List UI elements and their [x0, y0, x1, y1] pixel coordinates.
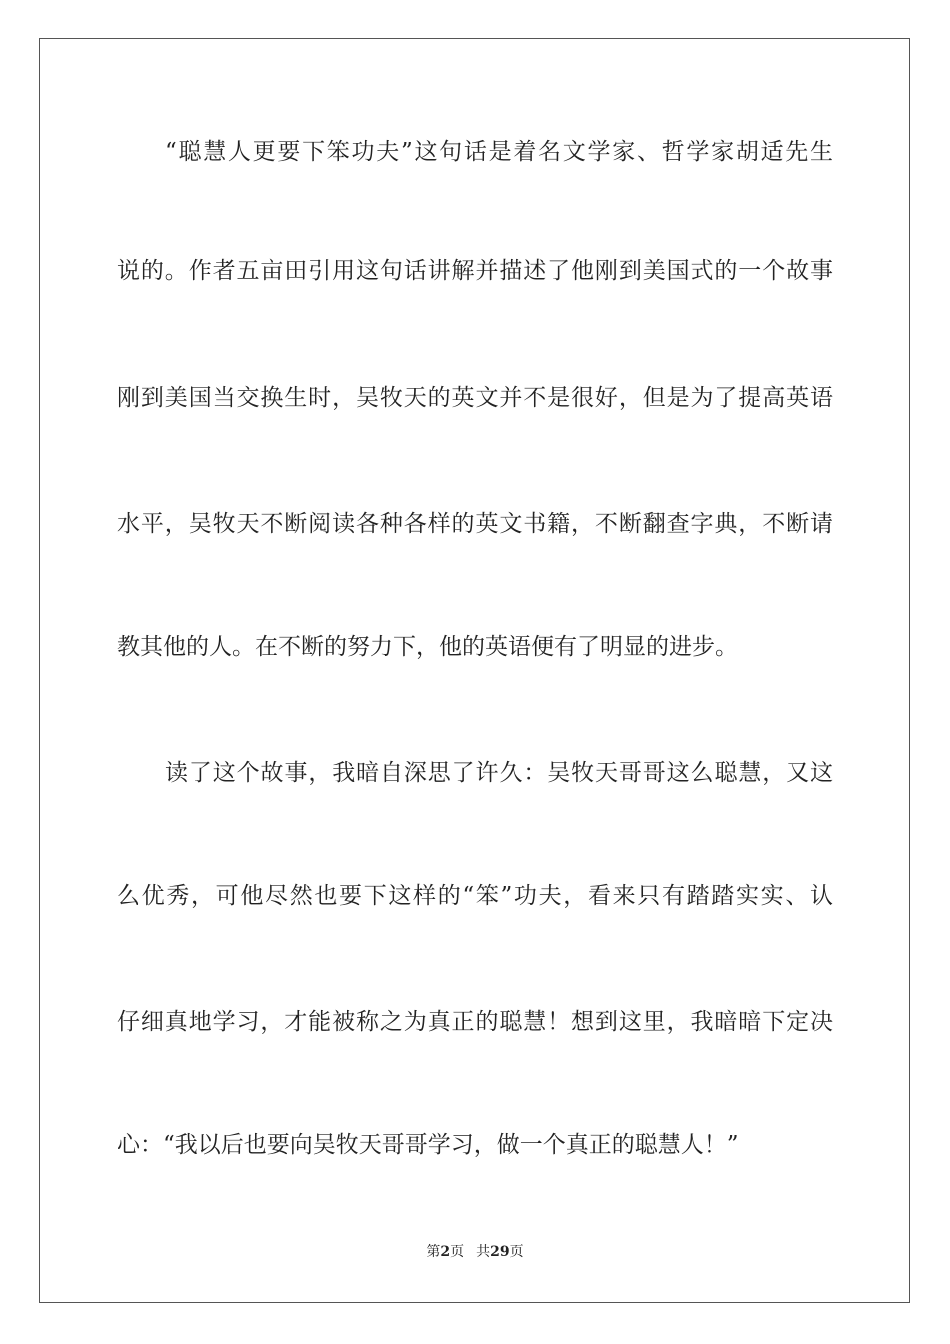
paragraph-1-line-5: 教其他的人。在不断的努力下，他的英语便有了明显的进步。	[117, 634, 738, 660]
paragraph-2-line-2: 么优秀，可他尽然也要下这样的“笨”功夫，看来只有踏踏实实、认	[117, 883, 833, 909]
total-prefix: 共	[476, 1244, 491, 1260]
page-border	[39, 38, 910, 1303]
paragraph-2-line-1: 读了这个故事，我暗自深思了许久：吴牧天哥哥这么聪慧，又这	[165, 760, 833, 786]
paragraph-1-line-1: “聪慧人更要下笨功夫”这句话是着名文学家、哲学家胡适先生	[165, 139, 833, 165]
page-footer	[0, 1243, 950, 1261]
total-suffix: 页	[509, 1244, 524, 1260]
total-pages-number: 29	[490, 1244, 510, 1260]
paragraph-1-line-3: 刚到美国当交换生时，吴牧天的英文并不是很好，但是为了提高英语	[117, 385, 833, 411]
paragraph-2-line-3: 仔细真地学习，才能被称之为真正的聪慧！想到这里，我暗暗下定决	[117, 1009, 833, 1035]
paragraph-1-line-2: 说的。作者五亩田引用这句话讲解并描述了他刚到美国式的一个故事	[117, 258, 833, 284]
paragraph-1-line-4: 水平，吴牧天不断阅读各种各样的英文书籍，不断翻查字典，不断请	[117, 511, 833, 537]
page-prefix: 第	[426, 1244, 441, 1260]
current-page-number: 2	[440, 1244, 451, 1260]
paragraph-2-line-4: 心：“我以后也要向吴牧天哥哥学习，做一个真正的聪慧人！”	[117, 1132, 739, 1158]
page-suffix: 页	[450, 1244, 465, 1260]
